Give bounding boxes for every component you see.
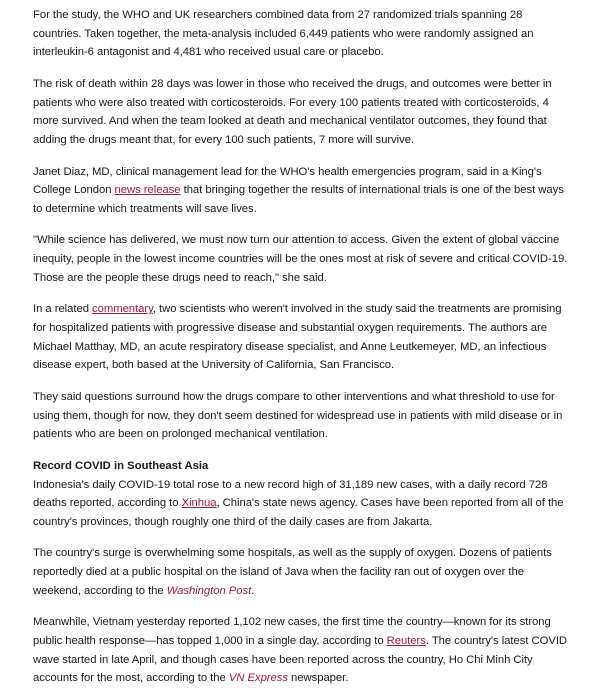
paragraph-text: , China's state news agency. Cases have been reported from all of the country's provinces, though roughly one third of the daily cases are from Jakarta. (33, 497, 564, 528)
reuters-link[interactable]: Reuters (386, 635, 426, 648)
section-heading: Record COVID in Southeast Asia (33, 459, 209, 472)
paragraph-text: . The country's latest COVID wave started in late April, and though cases have been reported across the country, Ho Chi Minh City accounts for the most, according to the (33, 635, 568, 685)
paragraph-text: , two scientists who weren't involved in the study said the treatments are promising for hospitalized patients with progressive disease and substantial oxygen requirements. The authors are Michael Matthay, MD, an acute respiratory disease specialist, and Anne Leutkemeyer, MD, an infectious disease expert, both based at the University of California, San Francisco. (33, 303, 562, 372)
paragraph-text: In a related (33, 303, 93, 316)
paragraph-text: newspaper. (287, 672, 349, 685)
commentary-link[interactable]: commentary (92, 303, 153, 316)
washington-post-link[interactable]: Washington Post (166, 584, 252, 597)
paragraph-vietnam (33, 613, 571, 688)
paragraph-text: "While science has delivered, we must now turn our attention to access. Given the extent of global vaccine inequity, people in the lowest income countries will be the ones most at risk of severe and critical COVID-19. Those are the people these drugs need to reach," she said. (33, 234, 568, 284)
paragraph-text: Janet Diaz, MD, clinical management lead for the WHO's health emergencies program, said in a King's College London (33, 165, 542, 197)
paragraph-text: Meanwhile, Vietnam yesterday reported 1,102 new cases, the first time the country—known for its strong public health response—has topped 1,000 in a single day, according to (33, 616, 551, 648)
paragraph-questions (33, 388, 571, 444)
paragraph-text: For the study, the WHO and UK researchers combined data from 27 randomized trials spanning 28 countries. Taken together, the meta-analysis included 6,449 patients who were randomly assigned an interleukin-6 antagonist and 4,481 who received usual care or placebo. (33, 9, 534, 59)
paragraph-commentary (33, 300, 571, 375)
paragraph-text: The risk of death within 28 days was lower in those who received the drugs, and outcomes were better in patients who were also treated with corticosteroids. For every 100 patients treated with corticosteroids, 4 more survived. And when the team looked at death and mechanical ventilator outcomes, they found that adding the drugs meant that, for every 100 such patients, 7 more will survive. (33, 77, 552, 147)
paragraph-text: that bringing together the results of international trials is one of the best ways to determine which treatments will save lives. (33, 184, 564, 215)
paragraph-janet-diaz (33, 163, 571, 219)
news-release-link[interactable]: news release (114, 184, 181, 197)
paragraph-text: Indonesia's daily COVID-19 total rose to a new record high of 31,189 new cases, with a daily record 728 deaths reported, according to (33, 478, 548, 510)
paragraph-risk-of-death (33, 75, 571, 150)
paragraph-oxygen-surge (33, 544, 571, 600)
xinhua-link[interactable]: Xinhua (181, 497, 217, 510)
paragraph-study-design (33, 6, 571, 62)
paragraph-text: They said questions surround how the drugs compare to other interventions and what threshold to use for using them, though for now, they don't seem destined for widespread use in patients with mild disease or in patients who are been on prolonged mechanical ventilation. (33, 390, 563, 441)
paragraph-text: . (251, 584, 255, 597)
paragraph-indonesia (33, 476, 571, 532)
vn-express-link[interactable]: VN Express (228, 672, 288, 685)
paragraph-text: The country's surge is overwhelming some hospitals, as well as the supply of oxygen. Dozens of patients reportedly died at a public hospital on the island of Java when the facility ran out of oxygen over the weekend, according to the (33, 547, 552, 597)
paragraph-quote (33, 231, 571, 287)
